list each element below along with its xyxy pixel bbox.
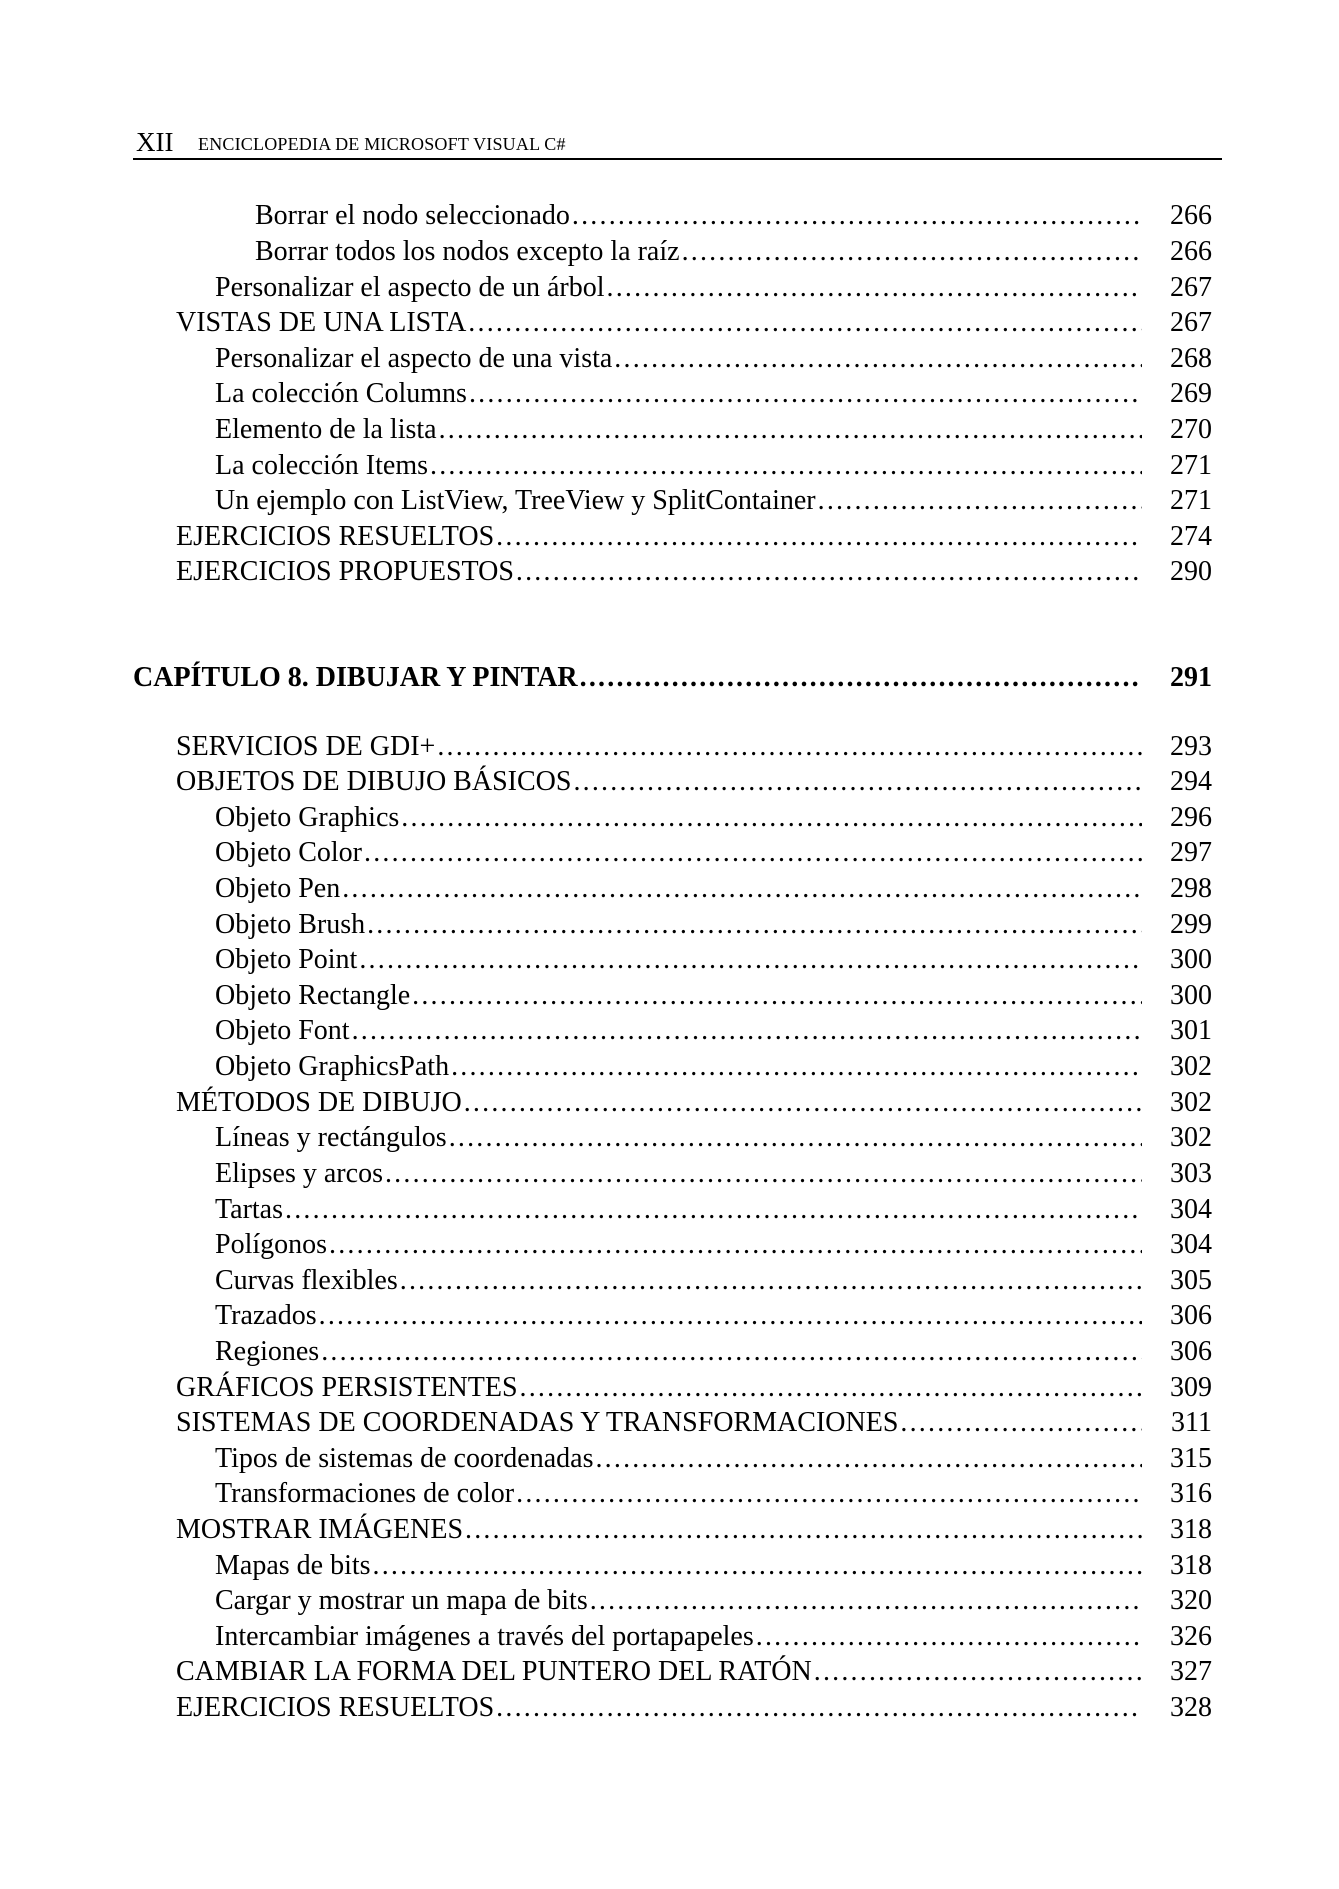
page-number: 271 — [1170, 485, 1212, 516]
dot-leader — [468, 305, 1142, 341]
toc-entry — [215, 1263, 1212, 1299]
entry-title: Objeto Font — [215, 1015, 350, 1046]
page-number: 304 — [1170, 1229, 1212, 1260]
entry-title: Tipos de sistemas de coordenadas — [215, 1443, 594, 1474]
toc-entry — [255, 198, 1212, 234]
toc-entry — [215, 341, 1212, 377]
dot-leader — [814, 1654, 1142, 1690]
page-number: 298 — [1170, 873, 1212, 904]
entry-title: Objeto Pen — [215, 873, 341, 904]
page-number: 297 — [1170, 837, 1212, 868]
page-number: 300 — [1170, 980, 1212, 1011]
toc-entry — [176, 519, 1212, 555]
toc-entry — [215, 448, 1212, 484]
entry-title: La colección Items — [215, 450, 429, 481]
dot-leader — [573, 764, 1142, 800]
toc-entry — [215, 907, 1212, 943]
entry-title: Borrar el nodo seleccionado — [255, 200, 570, 231]
dot-leader — [439, 412, 1142, 448]
toc-entry — [176, 1405, 1212, 1441]
toc-entry — [176, 554, 1212, 590]
entry-title: Polígonos — [215, 1229, 328, 1260]
dot-leader — [352, 1013, 1142, 1049]
dot-leader — [321, 1334, 1142, 1370]
page-number: 328 — [1170, 1692, 1212, 1723]
toc-entry — [215, 1192, 1212, 1228]
page-number: 296 — [1170, 802, 1212, 833]
page-number: 293 — [1170, 731, 1212, 762]
entry-title: Cargar y mostrar un mapa de bits — [215, 1585, 588, 1616]
dot-leader — [437, 729, 1142, 765]
dot-leader — [614, 341, 1142, 377]
page-number: 315 — [1170, 1443, 1212, 1474]
dot-leader — [385, 1156, 1142, 1192]
dot-leader — [580, 660, 1142, 696]
toc-entry — [215, 1476, 1212, 1512]
toc-entry — [176, 1085, 1212, 1121]
page-number: 271 — [1170, 450, 1212, 481]
dot-leader — [464, 1085, 1142, 1121]
chapter-heading — [133, 660, 1212, 696]
page-number: 320 — [1170, 1585, 1212, 1616]
entry-title: Líneas y rectángulos — [215, 1122, 447, 1153]
dot-leader — [572, 198, 1142, 234]
entry-title: Objeto Point — [215, 944, 358, 975]
running-header — [133, 124, 1222, 160]
page-number: 299 — [1170, 909, 1212, 940]
page-number: 303 — [1170, 1158, 1212, 1189]
dot-leader — [818, 483, 1142, 519]
page-folio: XII — [136, 127, 174, 157]
dot-leader — [451, 1049, 1142, 1085]
dot-leader — [401, 800, 1142, 836]
toc-entry — [215, 1334, 1212, 1370]
book-title: ENCICLOPEDIA DE MICROSOFT VISUAL C# — [198, 134, 566, 154]
page-number: 300 — [1170, 944, 1212, 975]
entry-title: Mapas de bits — [215, 1550, 371, 1581]
page-number: 266 — [1170, 236, 1212, 267]
dot-leader — [449, 1120, 1142, 1156]
toc-entry — [215, 1156, 1212, 1192]
dot-leader — [595, 1441, 1142, 1477]
header-rule — [133, 158, 1222, 160]
page-number: 302 — [1170, 1051, 1212, 1082]
toc-entry — [215, 1227, 1212, 1263]
dot-leader — [496, 519, 1142, 555]
entry-title: CAMBIAR LA FORMA DEL PUNTERO DEL RATÓN — [176, 1656, 812, 1687]
page-number: 309 — [1170, 1372, 1212, 1403]
toc-entry — [215, 800, 1212, 836]
toc-entry — [215, 1441, 1212, 1477]
page-number: 301 — [1170, 1015, 1212, 1046]
entry-title: Objeto GraphicsPath — [215, 1051, 450, 1082]
page-number: 294 — [1170, 766, 1212, 797]
dot-leader — [285, 1192, 1142, 1228]
entry-title: Regiones — [215, 1336, 320, 1367]
page-number: 266 — [1170, 200, 1212, 231]
entry-title: SISTEMAS DE COORDENADAS Y TRANSFORMACIONES — [176, 1407, 899, 1438]
entry-title: Transformaciones de color — [215, 1478, 515, 1509]
dot-leader — [329, 1227, 1142, 1263]
page-number: 267 — [1170, 307, 1212, 338]
entry-title: La colección Columns — [215, 378, 467, 409]
page-number: 302 — [1170, 1122, 1212, 1153]
dot-leader — [367, 907, 1142, 943]
dot-leader — [516, 1476, 1142, 1512]
dot-leader — [520, 1370, 1142, 1406]
entry-title: CAPÍTULO 8. DIBUJAR Y PINTAR — [133, 662, 578, 693]
entry-title: Elipses y arcos — [215, 1158, 383, 1189]
dot-leader — [400, 1263, 1142, 1299]
entry-title: Trazados — [215, 1300, 317, 1331]
toc-entry — [176, 764, 1212, 800]
toc-entry — [215, 376, 1212, 412]
entry-title: Objeto Brush — [215, 909, 366, 940]
dot-leader — [319, 1298, 1142, 1334]
dot-leader — [900, 1405, 1142, 1441]
dot-leader — [590, 1583, 1142, 1619]
entry-title: Curvas flexibles — [215, 1265, 398, 1296]
page-number: 326 — [1170, 1621, 1212, 1652]
page-number: 302 — [1170, 1087, 1212, 1118]
entry-title: Objeto Color — [215, 837, 362, 868]
entry-title: Objeto Graphics — [215, 802, 400, 833]
entry-title: Elemento de la lista — [215, 414, 437, 445]
entry-title: EJERCICIOS PROPUESTOS — [176, 556, 514, 587]
page-number: 318 — [1170, 1514, 1212, 1545]
page-number: 318 — [1170, 1550, 1212, 1581]
dot-leader — [607, 270, 1142, 306]
page-number: 304 — [1170, 1194, 1212, 1225]
toc-entry — [215, 1049, 1212, 1085]
entry-title: Borrar todos los nodos excepto la raíz — [255, 236, 680, 267]
entry-title: EJERCICIOS RESUELTOS — [176, 1692, 495, 1723]
dot-leader — [516, 554, 1142, 590]
page-number: 274 — [1170, 521, 1212, 552]
toc-entry — [215, 270, 1212, 306]
page-number: 270 — [1170, 414, 1212, 445]
toc-entry — [176, 305, 1212, 341]
toc-entry — [215, 1298, 1212, 1334]
dot-leader — [342, 871, 1142, 907]
dot-leader — [373, 1548, 1142, 1584]
entry-title: Tartas — [215, 1194, 284, 1225]
dot-leader — [412, 978, 1142, 1014]
toc-entry — [176, 1654, 1212, 1690]
toc-entry — [176, 1512, 1212, 1548]
page-number: 306 — [1170, 1336, 1212, 1367]
toc-entry — [215, 1120, 1212, 1156]
page-number: 305 — [1170, 1265, 1212, 1296]
toc-entry — [255, 234, 1212, 270]
page-number: 327 — [1170, 1656, 1212, 1687]
dot-leader — [469, 376, 1142, 412]
page-number: 316 — [1170, 1478, 1212, 1509]
entry-title: SERVICIOS DE GDI+ — [176, 731, 436, 762]
page-number: 306 — [1170, 1300, 1212, 1331]
entry-title: Personalizar el aspecto de una vista — [215, 343, 613, 374]
toc-entry — [215, 412, 1212, 448]
page-number: 268 — [1170, 343, 1212, 374]
toc-entry — [215, 1548, 1212, 1584]
toc-entry — [215, 1013, 1212, 1049]
dot-leader — [430, 448, 1142, 484]
page-number: 267 — [1170, 272, 1212, 303]
dot-leader — [359, 942, 1142, 978]
toc-entry — [215, 871, 1212, 907]
entry-title: Personalizar el aspecto de un árbol — [215, 272, 605, 303]
dot-leader — [465, 1512, 1142, 1548]
toc-entry — [176, 1690, 1212, 1726]
entry-title: MOSTRAR IMÁGENES — [176, 1514, 464, 1545]
dot-leader — [682, 234, 1142, 270]
entry-title: OBJETOS DE DIBUJO BÁSICOS — [176, 766, 572, 797]
entry-title: GRÁFICOS PERSISTENTES — [176, 1372, 518, 1403]
entry-title: MÉTODOS DE DIBUJO — [176, 1087, 462, 1118]
entry-title: VISTAS DE UNA LISTA — [176, 307, 467, 338]
toc-entry — [215, 1583, 1212, 1619]
dot-leader — [496, 1690, 1142, 1726]
page-number: 311 — [1171, 1407, 1212, 1438]
toc-entry — [176, 729, 1212, 765]
entry-title: Objeto Rectangle — [215, 980, 411, 1011]
toc-entry — [215, 978, 1212, 1014]
entry-title: EJERCICIOS RESUELTOS — [176, 521, 495, 552]
page-number: 291 — [1170, 662, 1212, 693]
dot-leader — [756, 1619, 1142, 1655]
toc-entry — [215, 942, 1212, 978]
entry-title: Un ejemplo con ListView, TreeView y SplitContainer — [215, 485, 816, 516]
toc-entry — [215, 483, 1212, 519]
dot-leader — [364, 835, 1142, 871]
page-number: 290 — [1170, 556, 1212, 587]
entry-title: Intercambiar imágenes a través del portapapeles — [215, 1621, 754, 1652]
toc-entry — [215, 835, 1212, 871]
page-number: 269 — [1170, 378, 1212, 409]
toc-entry — [215, 1619, 1212, 1655]
toc-entry — [176, 1370, 1212, 1406]
